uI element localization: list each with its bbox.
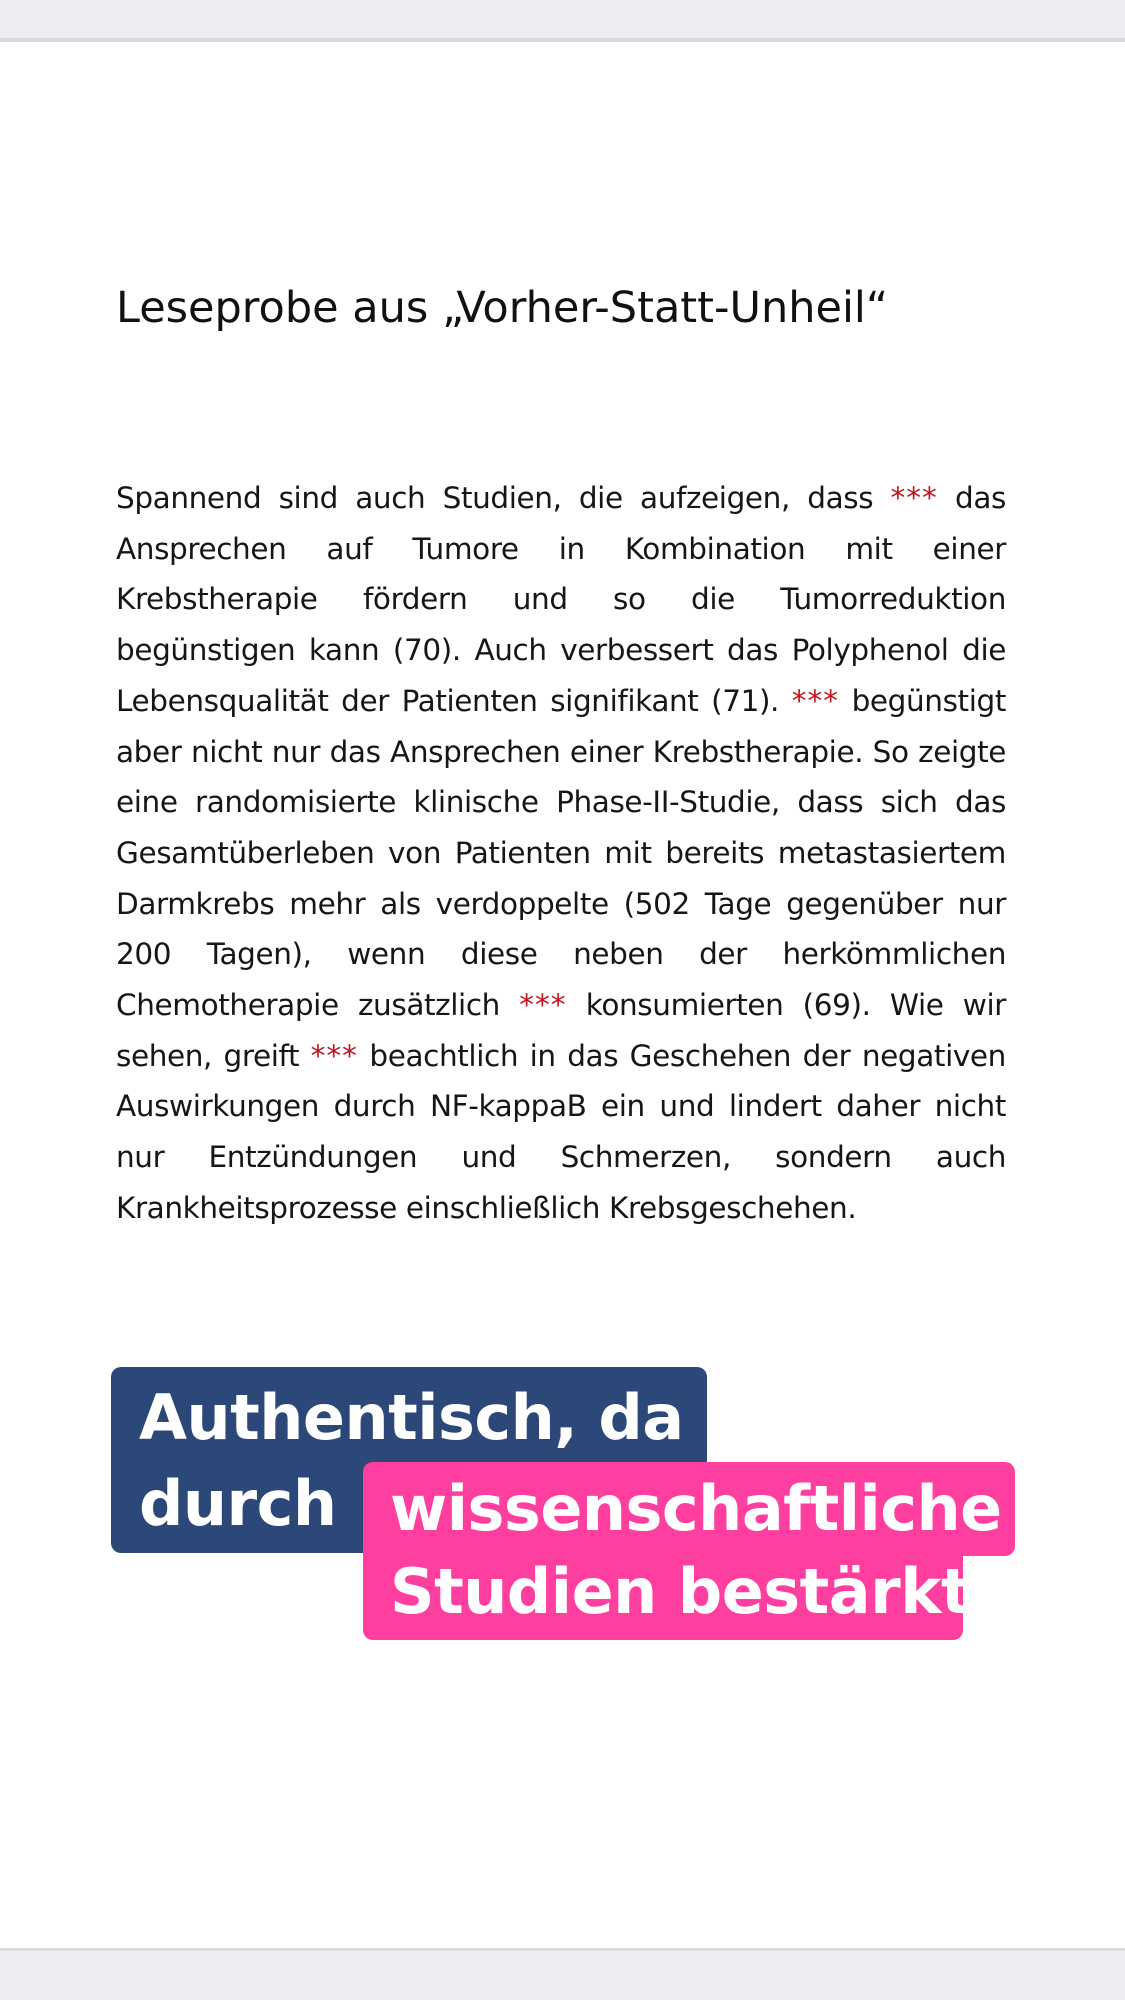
paragraph-text: Spannend sind auch Studien, die aufzeigen, dass xyxy=(116,481,891,515)
overlay-line-2: durch xyxy=(139,1467,337,1540)
overlay-caption-pink-line-1 xyxy=(363,1462,1015,1556)
redaction-mark: *** xyxy=(890,481,938,515)
overlay-line-4: Studien bestärkt xyxy=(390,1555,971,1628)
document-paragraph xyxy=(116,473,1006,1234)
paragraph-text: beachtlich in das Geschehen der negativen Auswirkungen durch NF-kappaB ein und lindert daher nicht nur Entzündungen und Schmerzen, sondern auch Krankheitsprozesse einschließlich Krebsgeschehen. xyxy=(116,1038,1006,1225)
bottom-bar xyxy=(0,1948,1125,2000)
document-title: Leseprobe aus „Vorher-Statt-Unheil“ xyxy=(116,283,889,333)
paragraph-text: konsumierten (69). Wie wir sehen, greift xyxy=(116,988,1006,1073)
paragraph-text: begünstigt aber nicht nur das Ansprechen einer Krebstherapie. So zeigte eine randomisierte klinische Phase-II-Studie, dass sich das Gesamtüberleben von Patienten mit bereits metastasiertem Darmkrebs mehr als verdoppelte (502 Tage gegenüber nur 200 Tagen), wenn diese neben der herkömmlichen Chemotherapie zusätzlich xyxy=(116,683,1006,1023)
redaction-mark: *** xyxy=(791,683,839,718)
overlay-line-3: wissenschaftliche xyxy=(390,1472,1002,1545)
paragraph-text: das Ansprechen auf Tumore in Kombination mit einer Krebstherapie fördern und so die Tumorreduktion begünstigen kann (70). Auch verbessert das Polyphenol die Lebensqualität der Patienten signifikant (71). xyxy=(116,481,1006,718)
top-bar xyxy=(0,0,1125,42)
overlay-line-1: Authentisch, da xyxy=(139,1381,684,1454)
redaction-mark: *** xyxy=(519,988,567,1023)
redaction-mark: *** xyxy=(310,1038,358,1073)
overlay-caption-pink-line-2 xyxy=(363,1550,971,1640)
